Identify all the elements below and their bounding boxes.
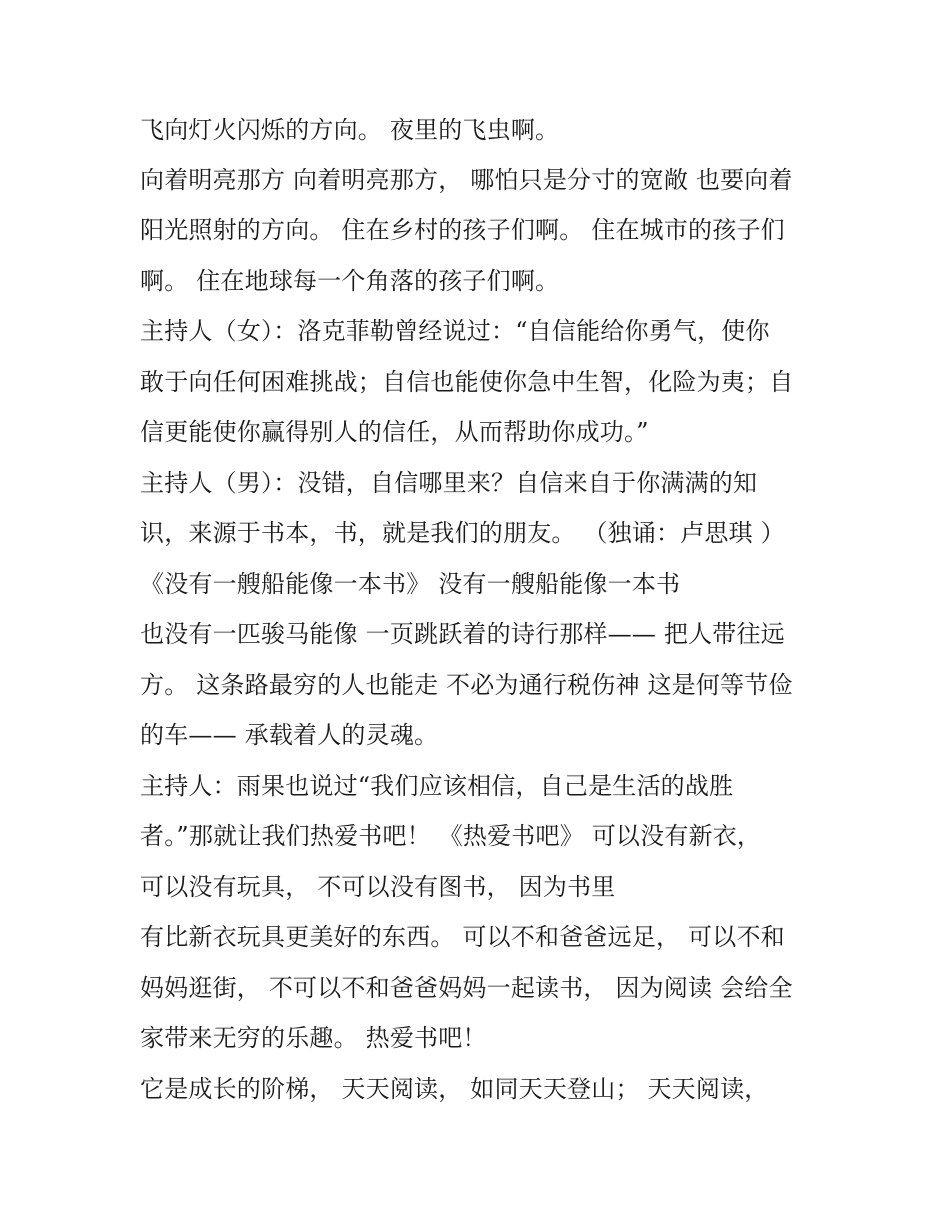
text-line: 者。”那就让我们热爱书吧！ 《热爱书吧》 可以没有新衣，	[140, 822, 762, 850]
text-line: 的车—— 承载着人的灵魂。	[140, 721, 439, 749]
text-line: 阳光照射的方向。 住在乡村的孩子们啊。 住在城市的孩子们	[140, 216, 785, 244]
text-line: 向着明亮那方 向着明亮那方， 哪怕只是分寸的宽敞 也要向着	[140, 166, 793, 194]
text-line: 信更能使你赢得别人的信任，从而帮助你成功。”	[140, 418, 649, 446]
text-line: 方。 这条路最穷的人也能走 不必为通行税伤神 这是何等节俭	[140, 671, 793, 699]
text-line: 有比新衣玩具更美好的东西。 可以不和爸爸远足， 可以不和	[140, 923, 785, 951]
text-line: 可以没有玩具， 不可以没有图书， 因为书里	[140, 873, 616, 901]
text-line: 主持人（女）：洛克菲勒曾经说过：“自信能给你勇气，使你	[140, 317, 770, 345]
text-line: 妈妈逛街， 不可以不和爸爸妈妈一起读书， 因为阅读 会给全	[140, 974, 793, 1002]
text-line: 主持人：雨果也说过“我们应该相信，自己是生活的战胜	[140, 772, 734, 800]
text-line: 它是成长的阶梯， 天天阅读， 如同天天登山； 天天阅读，	[140, 1075, 769, 1103]
text-line: 家带来无穷的乐趣。 热爱书吧！	[140, 1024, 487, 1052]
text-line: 啊。 住在地球每一个角落的孩子们啊。	[140, 267, 560, 295]
text-line: 也没有一匹骏马能像 一页跳跃着的诗行那样—— 把人带往远	[140, 620, 785, 648]
text-line: 飞向灯火闪烁的方向。 夜里的飞虫啊。	[140, 116, 560, 144]
text-line: 《没有一艘船能像一本书》 没有一艘船能像一本书	[140, 570, 681, 598]
text-line: 敢于向任何困难挑战；自信也能使你急中生智，化险为夷；自	[140, 368, 794, 396]
text-line: 识，来源于书本，书，就是我们的朋友。 （独诵：卢思琪 ）	[140, 519, 785, 547]
text-line: 主持人（男）：没错，自信哪里来？自信来自于你满满的知	[140, 469, 758, 497]
